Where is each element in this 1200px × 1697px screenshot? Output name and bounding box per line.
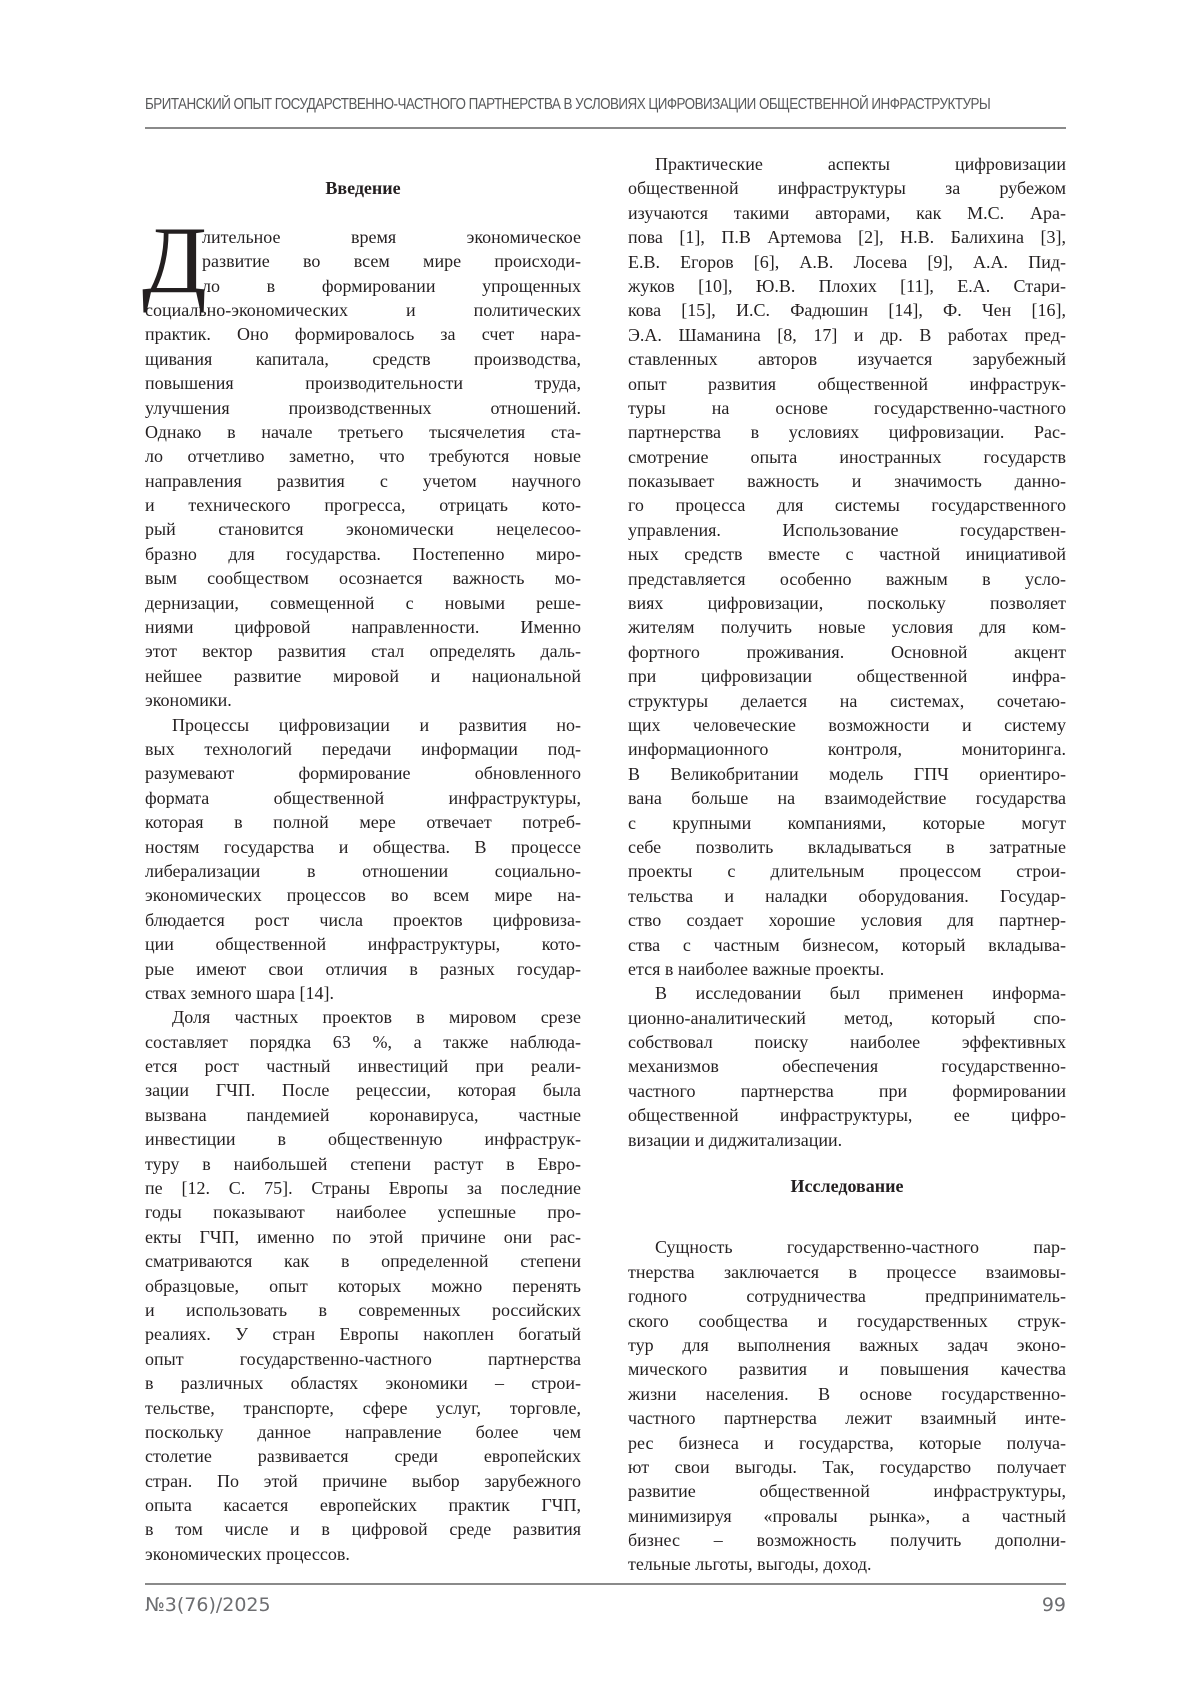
text-line: экономических процессов во всем мире на-: [145, 883, 581, 907]
text-line: развитие во всем мире происходи-: [145, 249, 581, 273]
text-line: представляется особенно важным в усло-: [628, 567, 1066, 591]
text-line: общественной инфраструктуры за рубежом: [628, 176, 1066, 200]
text-line: Е.В. Егоров [6], А.В. Лосева [9], А.А. Пид-: [628, 250, 1066, 274]
text-line: частного партнерства лежит взаимный инте-: [628, 1406, 1066, 1430]
text-line: ствах земного шара [14].: [145, 981, 581, 1005]
text-line: ставленных авторов изучается зарубежный: [628, 347, 1066, 371]
text-line: вых технологий передачи информации под-: [145, 737, 581, 761]
text-line: го процесса для системы государственного: [628, 493, 1066, 517]
text-line: партнерства в условиях цифровизации. Рас-: [628, 420, 1066, 444]
text-line: щивания капитала, средств производства,: [145, 347, 581, 371]
text-line: бразно для государства. Постепенно миро-: [145, 542, 581, 566]
text-line: ностям государства и общества. В процессе: [145, 835, 581, 859]
text-line: направления развития с учетом научного: [145, 469, 581, 493]
text-line: Э.А. Шаманина [8, 17] и др. В работах пред-: [628, 323, 1066, 347]
text-line: Однако в начале третьего тысячелетия ста-: [145, 420, 581, 444]
text-line: проекты с длительным процессом строи-: [628, 859, 1066, 883]
text-line: формата общественной инфраструктуры,: [145, 786, 581, 810]
text-line: тур для выполнения важных задач эконо-: [628, 1333, 1066, 1357]
text-line: В исследовании был применен информа-: [628, 981, 1066, 1005]
text-line: В Великобритании модель ГПЧ ориентиро-: [628, 762, 1066, 786]
text-line: Процессы цифровизации и развития но-: [145, 713, 581, 737]
text-line: лительное время экономическое: [145, 225, 581, 249]
text-line: виях цифровизации, поскольку позволяет: [628, 591, 1066, 615]
text-line: жизни населения. В основе государственно-: [628, 1382, 1066, 1406]
text-line: развитие общественной инфраструктуры,: [628, 1479, 1066, 1503]
text-line: структуры делается на системах, сочетаю-: [628, 689, 1066, 713]
text-line: ского сообщества и государственных струк-: [628, 1309, 1066, 1333]
right-column: [628, 152, 1066, 1577]
text-line: управления. Использование государствен-: [628, 518, 1066, 542]
text-line: визации и диджитализации.: [628, 1128, 1066, 1152]
text-line: вым сообществом осознается важность мо-: [145, 566, 581, 590]
text-line: вана больше на взаимодействие государства: [628, 786, 1066, 810]
section-heading-introduction: Введение: [145, 176, 581, 200]
text-line: дернизации, совмещенной с новыми реше-: [145, 591, 581, 615]
text-line: ции общественной инфраструктуры, кото-: [145, 932, 581, 956]
text-line: экономики.: [145, 688, 581, 712]
text-line: смотрение опыта иностранных государств: [628, 445, 1066, 469]
text-line: тельства и наладки оборудования. Государ-: [628, 884, 1066, 908]
text-line: Сущность государственно-частного пар-: [628, 1235, 1066, 1259]
text-line: ниями цифровой направленности. Именно: [145, 615, 581, 639]
text-line: рые имеют свои отличия в разных государ-: [145, 957, 581, 981]
text-line: пова [1], П.В Артемова [2], Н.В. Балихина [3],: [628, 225, 1066, 249]
text-line: кова [15], И.С. Фадюшин [14], Ф. Чен [16],: [628, 298, 1066, 322]
text-line: туру в наибольшей степени растут в Евро-: [145, 1152, 581, 1176]
text-line: и использовать в современных российских: [145, 1298, 581, 1322]
text-line: мического развития и повышения качества: [628, 1357, 1066, 1381]
text-line: щих человеческие возможности и систему: [628, 713, 1066, 737]
text-line: либерализации в отношении социально-: [145, 859, 581, 883]
text-line: ства с частным бизнесом, который вкладыва-: [628, 933, 1066, 957]
text-line: инвестиции в общественную инфраструк-: [145, 1127, 581, 1151]
text-line: жителям получить новые условия для ком-: [628, 615, 1066, 639]
footer-rule: [145, 1583, 1066, 1585]
drop-cap: Д: [142, 220, 207, 300]
text-line: опыта касается европейских практик ГЧП,: [145, 1493, 581, 1517]
text-line: и технического прогресса, отрицать кото-: [145, 493, 581, 517]
text-line: ют свои выгоды. Так, государство получает: [628, 1455, 1066, 1479]
text-line: Практические аспекты цифровизации: [628, 152, 1066, 176]
text-line: ется в наиболее важные проекты.: [628, 957, 1066, 981]
text-line: нейшее развитие мировой и национальной: [145, 664, 581, 688]
text-line: опыт государственно-частного партнерства: [145, 1347, 581, 1371]
text-line: тнерства заключается в процессе взаимовы-: [628, 1260, 1066, 1284]
text-line: годы показывают наиболее успешные про-: [145, 1200, 581, 1224]
text-line: составляет порядка 63 %, а также наблюда-: [145, 1030, 581, 1054]
text-line: в различных областях экономики – строи-: [145, 1371, 581, 1395]
text-line: столетие развивается среди европейских: [145, 1444, 581, 1468]
text-line: бизнес – возможность получить дополни-: [628, 1528, 1066, 1552]
text-line: которая в полной мере отвечает потреб-: [145, 810, 581, 834]
issue-number: №3(76)/2025: [145, 1594, 271, 1616]
text-line: рес бизнеса и государства, которые получа-: [628, 1431, 1066, 1455]
text-line: этот вектор развития стал определять даль-: [145, 639, 581, 663]
text-line: показывает важность и значимость данно-: [628, 469, 1066, 493]
text-line: ство создает хорошие условия для партнер-: [628, 908, 1066, 932]
left-column: [145, 176, 581, 1566]
text-line: при цифровизации общественной инфра-: [628, 664, 1066, 688]
text-line: опыт развития общественной инфраструк-: [628, 372, 1066, 396]
text-line: практик. Оно формировалось за счет нара-: [145, 322, 581, 346]
text-line: вызвана пандемией коронавируса, частные: [145, 1103, 581, 1127]
text-line: образцовые, опыт которых можно перенять: [145, 1274, 581, 1298]
text-line: туры на основе государственно-частного: [628, 396, 1066, 420]
text-line: механизмов обеспечения государственно-: [628, 1054, 1066, 1078]
text-line: ционно-аналитический метод, который спо-: [628, 1006, 1066, 1030]
text-line: тельные льготы, выгоды, доход.: [628, 1552, 1066, 1576]
text-line: пе [12. С. 75]. Страны Европы за последние: [145, 1176, 581, 1200]
text-line: екты ГЧП, именно по этой причине они рас-: [145, 1225, 581, 1249]
text-line: сматриваются как в определенной степени: [145, 1249, 581, 1273]
text-line: экономических процессов.: [145, 1542, 581, 1566]
text-line: частного партнерства при формировании: [628, 1079, 1066, 1103]
text-line: социально-экономических и политических: [145, 298, 581, 322]
text-line: стран. По этой причине выбор зарубежного: [145, 1469, 581, 1493]
text-line: минимизируя «провалы рынка», а частный: [628, 1504, 1066, 1528]
text-line: ло отчетливо заметно, что требуются новые: [145, 444, 581, 468]
text-line: поскольку данное направление более чем: [145, 1420, 581, 1444]
page-number: 99: [1042, 1594, 1066, 1616]
text-line: жуков [10], Ю.В. Плохих [11], Е.А. Стари-: [628, 274, 1066, 298]
text-line: улучшения производственных отношений.: [145, 396, 581, 420]
section-heading-research: Исследование: [628, 1174, 1066, 1198]
text-line: годного сотрудничества предприниматель-: [628, 1284, 1066, 1308]
text-line: зации ГЧП. После рецессии, которая была: [145, 1078, 581, 1102]
text-line: разумевают формирование обновленного: [145, 761, 581, 785]
text-line: Доля частных проектов в мировом срезе: [145, 1005, 581, 1029]
text-line: изучаются такими авторами, как М.С. Ара-: [628, 201, 1066, 225]
text-line: с крупными компаниями, которые могут: [628, 811, 1066, 835]
header-rule: [145, 127, 1066, 129]
text-line: ло в формировании упрощенных: [145, 274, 581, 298]
text-line: ных средств вместе с частной инициативой: [628, 542, 1066, 566]
text-line: повышения производительности труда,: [145, 371, 581, 395]
text-line: рый становится экономически нецелесоо-: [145, 517, 581, 541]
running-head: БРИТАНСКИЙ ОПЫТ ГОСУДАРСТВЕННО-ЧАСТНОГО ПАРТНЕРСТВА В УСЛОВИЯХ ЦИФРОВИЗАЦИИ ОБЩЕСТВЕННОЙ ИНФРАСТРУКТУРЫ: [145, 96, 1053, 114]
text-line: в том числе и в цифровой среде развития: [145, 1517, 581, 1541]
text-line: реалиях. У стран Европы накоплен богатый: [145, 1322, 581, 1346]
text-line: ется рост частный инвестиций при реали-: [145, 1054, 581, 1078]
text-line: себе позволить вкладываться в затратные: [628, 835, 1066, 859]
text-line: собствовал поиску наиболее эффективных: [628, 1030, 1066, 1054]
text-line: информационного контроля, мониторинга.: [628, 737, 1066, 761]
text-line: тельстве, транспорте, сфере услуг, торговле,: [145, 1396, 581, 1420]
text-line: фортного проживания. Основной акцент: [628, 640, 1066, 664]
text-line: общественной инфраструктуры, ее цифро-: [628, 1103, 1066, 1127]
text-line: блюдается рост числа проектов цифровиза-: [145, 908, 581, 932]
